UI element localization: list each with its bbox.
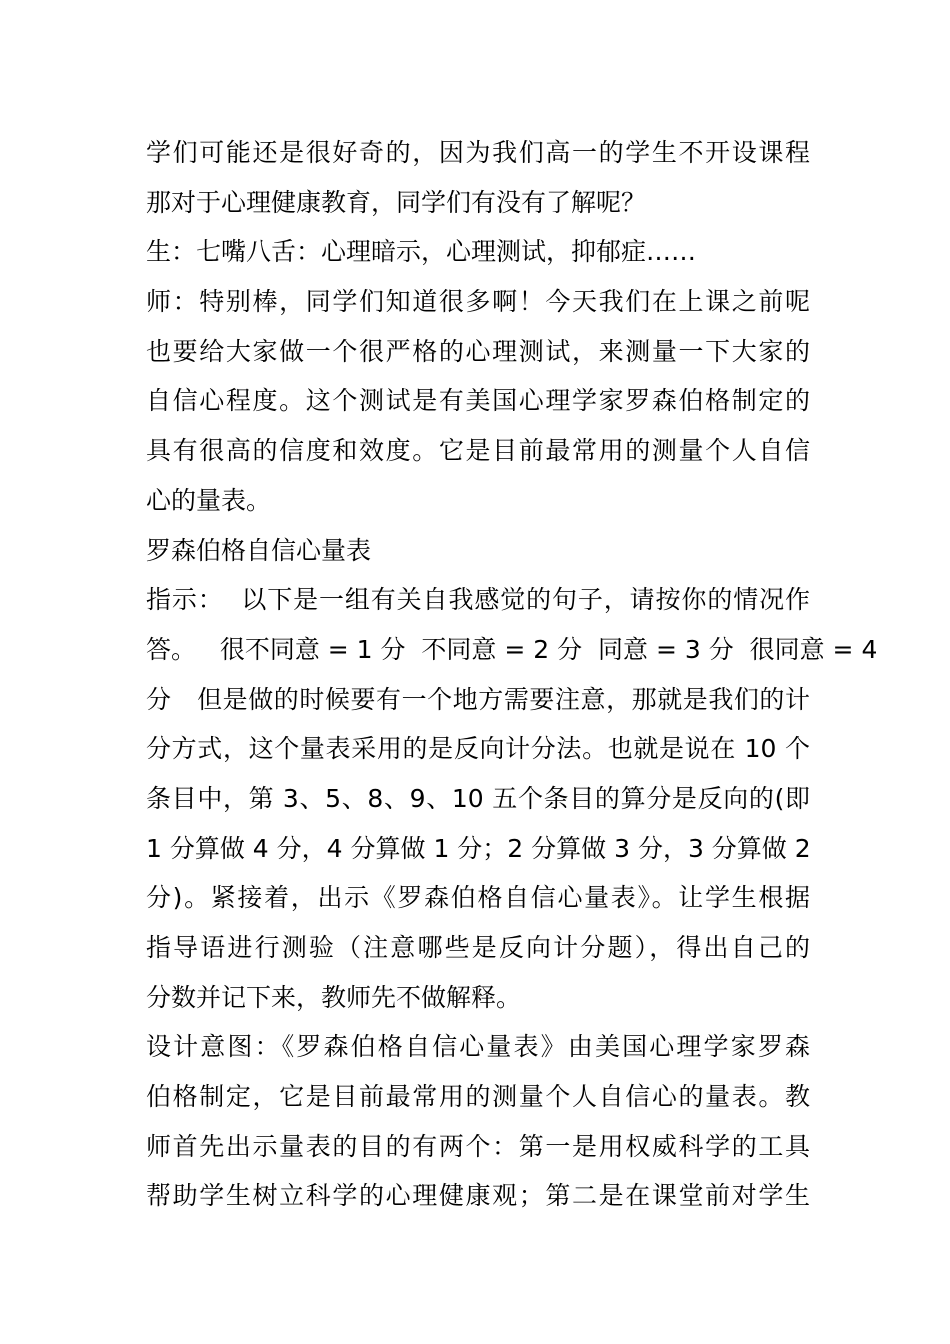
document-body — [146, 128, 878, 1221]
text-line-10: 指示： 以下是一组有关自我感觉的句子，请按你的情况作 — [146, 585, 810, 615]
text-line-19: 设计意图：《罗森伯格自信心量表》由美国心理学家罗森 — [146, 1032, 810, 1062]
text-line-21: 师首先出示量表的目的有两个：第一是用权威科学的工具 — [146, 1131, 810, 1161]
text-line-12: 分 但是做的时候要有一个地方需要注意，那就是我们的计 — [146, 684, 810, 714]
text-line-17: 指导语进行测验（注意哪些是反向计分题），得出自己的 — [146, 933, 810, 962]
text-line-6: 自信心程度。这个测试是有美国心理学家罗森伯格制定的 — [146, 386, 810, 416]
text-line-11: 答。 很不同意 = 1 分 不同意 = 2 分 同意 = 3 分 很同意 = 4 — [146, 634, 878, 664]
text-line-18: 分数并记下来，教师先不做解释。 — [146, 982, 522, 1012]
text-line-7: 具有很高的信度和效度。它是目前最常用的测量个人自信 — [146, 436, 810, 466]
text-line-13: 分方式，这个量表采用的是反向计分法。也就是说在 10 个 — [146, 734, 810, 764]
text-line-4: 师：特别棒，同学们知道很多啊！今天我们在上课之前呢 — [146, 287, 810, 317]
text-line-22: 帮助学生树立科学的心理健康观；第二是在课堂前对学生 — [146, 1181, 810, 1211]
text-line-2: 那对于心理健康教育，同学们有没有了解呢？ — [146, 187, 647, 217]
text-line-3: 生：七嘴八舌：心理暗示，心理测试，抑郁症…… — [146, 237, 697, 267]
text-line-16: 分)。紧接着，出示《罗森伯格自信心量表》。让学生根据 — [146, 883, 810, 913]
section-heading: 罗森伯格自信心量表 — [146, 535, 372, 565]
text-line-20: 伯格制定，它是目前最常用的测量个人自信心的量表。教 — [146, 1082, 810, 1112]
text-line-5: 也要给大家做一个很严格的心理测试，来测量一下大家的 — [146, 336, 810, 366]
text-line-15: 1 分算做 4 分，4 分算做 1 分；2 分算做 3 分，3 分算做 2 — [146, 833, 811, 863]
text-line-14: 条目中，第 3、5、8、9、10 五个条目的算分是反向的(即 — [146, 783, 810, 813]
text-line-1: 学们可能还是很好奇的，因为我们高一的学生不开设课程 — [146, 138, 810, 167]
text-line-8: 心的量表。 — [146, 485, 272, 515]
